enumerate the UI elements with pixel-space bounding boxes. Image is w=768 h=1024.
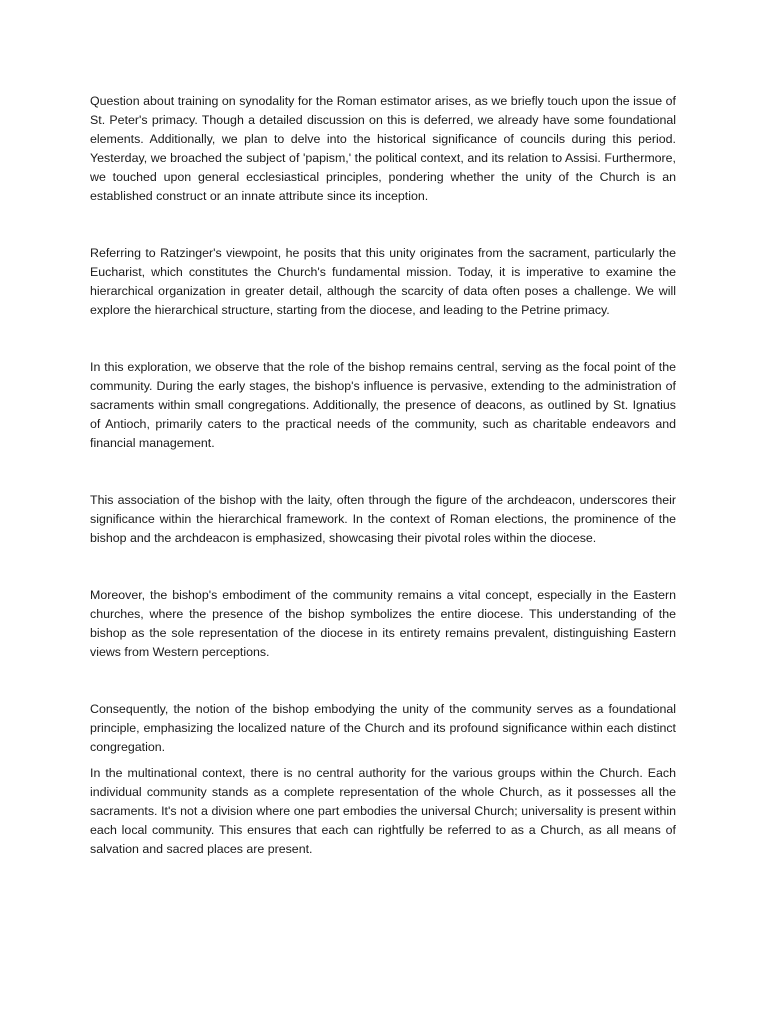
document-page xyxy=(90,92,676,859)
paragraph-2: Referring to Ratzinger's viewpoint, he posits that this unity originates from the sacrament, particularly the Eucharist, which constitutes the Church's fundamental mission. Today, it is imperative to examine the hierarchical organization in greater detail, although the scarcity of data often poses a challenge. We will explore the hierarchical structure, starting from the diocese, and leading to the Petrine primacy. xyxy=(90,246,676,317)
paragraph-3: In this exploration, we observe that the role of the bishop remains central, serving as the focal point of the community. During the early stages, the bishop's influence is pervasive, extending to the administration of sacraments within small congregations. Additionally, the presence of deacons, as outlined by St. Ignatius of Antioch, primarily caters to the practical needs of the community, such as charitable endeavors and financial management. xyxy=(90,360,676,450)
paragraph-5: Moreover, the bishop's embodiment of the community remains a vital concept, especially in the Eastern churches, where the presence of the bishop symbolizes the entire diocese. This understanding of the bishop as the sole representation of the diocese in its entirety remains prevalent, distinguishing Eastern views from Western perceptions. xyxy=(90,588,676,659)
paragraph-7: In the multinational context, there is no central authority for the various groups within the Church. Each individual community stands as a complete representation of the whole Church, as it possesses all the sacraments. It's not a division where one part embodies the universal Church; universality is present within each local community. This ensures that each can rightfully be referred to as a Church, as all means of salvation and sacred places are present. xyxy=(90,766,676,856)
paragraph-6: Consequently, the notion of the bishop embodying the unity of the community serves as a foundational principle, emphasizing the localized nature of the Church and its profound significance within each distinct congregation. xyxy=(90,702,676,754)
paragraph-4: This association of the bishop with the laity, often through the figure of the archdeacon, underscores their significance within the hierarchical framework. In the context of Roman elections, the prominence of the bishop and the archdeacon is emphasized, showcasing their pivotal roles within the diocese. xyxy=(90,493,676,545)
paragraph-1: Question about training on synodality for the Roman estimator arises, as we briefly touch upon the issue of St. Peter's primacy. Though a detailed discussion on this is deferred, we already have some foundational elements. Additionally, we plan to delve into the historical significance of councils during this period. Yesterday, we broached the subject of 'papism,' the political context, and its relation to Assisi. Furthermore, we touched upon general ecclesiastical principles, pondering whether the unity of the Church is an established construct or an innate attribute since its inception. xyxy=(90,94,676,203)
